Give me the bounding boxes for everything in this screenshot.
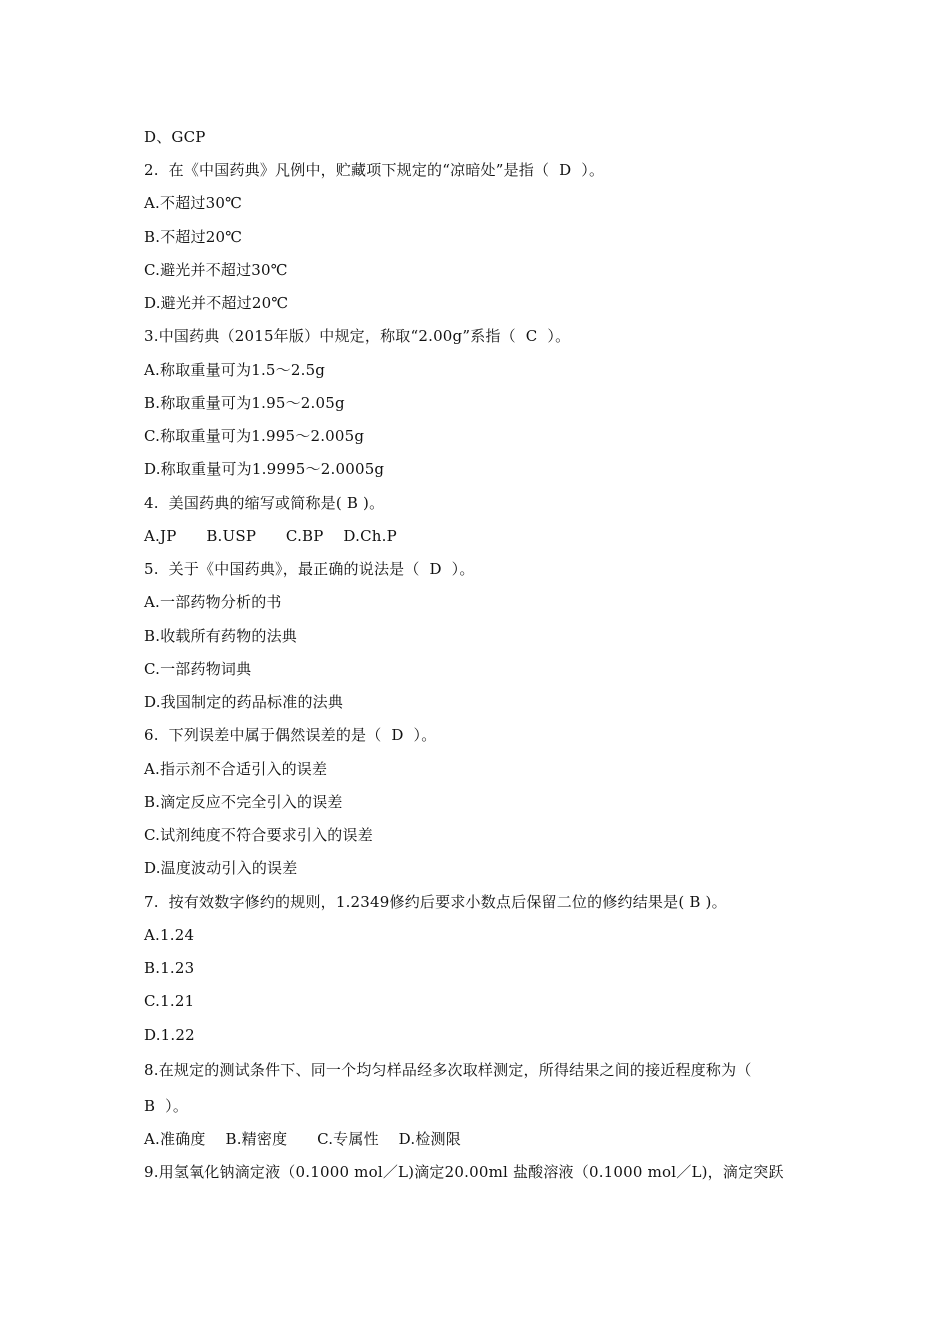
question-4: 4. 美国药典的缩写或简称是( B )。 xyxy=(144,494,385,512)
option-c-q5: C.一部药物词典 xyxy=(144,660,252,678)
options-q4: A.JP B.USP C.BP D.Ch.P xyxy=(144,527,397,545)
options-q8: A.准确度 B.精密度 C.专属性 D.检测限 xyxy=(144,1130,461,1148)
option-a-q2: A.不超过30℃ xyxy=(144,194,243,212)
option-b-q3: B.称取重量可为1.95～2.05g xyxy=(144,394,345,412)
option-d-q5: D.我国制定的药品标准的法典 xyxy=(144,693,344,711)
question-3: 3.中国药典（2015年版）中规定，称取“2.00g”系指（ C ）。 xyxy=(144,327,571,345)
option-a-q6: A.指示剂不合适引入的误差 xyxy=(144,760,328,778)
option-b-q5: B.收载所有药物的法典 xyxy=(144,627,297,645)
question-2: 2. 在《中国药典》凡例中，贮藏项下规定的“凉暗处”是指（ D ）。 xyxy=(144,161,605,179)
option-d-q6: D.温度波动引入的误差 xyxy=(144,859,298,877)
option-a-q3: A.称取重量可为1.5～2.5g xyxy=(144,361,326,379)
option-b-q2: B.不超过20℃ xyxy=(144,228,243,246)
question-8: 8.在规定的测试条件下、同一个均匀样品经多次取样测定，所得结果之间的接近程度称为（ xyxy=(144,1061,752,1079)
option-a-q5: A.一部药物分析的书 xyxy=(144,593,282,611)
option-b-q6: B.滴定反应不完全引入的误差 xyxy=(144,793,343,811)
option-d-q7: D.1.22 xyxy=(144,1026,195,1044)
option-c-q2: C.避光并不超过30℃ xyxy=(144,261,288,279)
question-9: 9.用氢氧化钠滴定液（0.1000 mol／L)滴定20.00ml 盐酸溶液（0.1000 mol／L)，滴定突跃 xyxy=(144,1163,784,1181)
option-c-q7: C.1.21 xyxy=(144,992,195,1010)
question-8-answer: B ）。 xyxy=(144,1097,189,1115)
question-5: 5. 关于《中国药典》，最正确的说法是（ D ）。 xyxy=(144,560,475,578)
option-c-q3: C.称取重量可为1.995～2.005g xyxy=(144,427,365,445)
question-7: 7. 按有效数字修约的规则，1.2349修约后要求小数点后保留二位的修约结果是( B )。 xyxy=(144,893,727,911)
option-d-q3: D.称取重量可为1.9995～2.0005g xyxy=(144,460,385,478)
option-d-q1: D、GCP xyxy=(144,128,206,146)
question-6: 6. 下列误差中属于偶然误差的是（ D ）。 xyxy=(144,726,437,744)
option-c-q6: C.试剂纯度不符合要求引入的误差 xyxy=(144,826,373,844)
option-a-q7: A.1.24 xyxy=(144,926,195,944)
option-d-q2: D.避光并不超过20℃ xyxy=(144,294,289,312)
option-b-q7: B.1.23 xyxy=(144,959,195,977)
